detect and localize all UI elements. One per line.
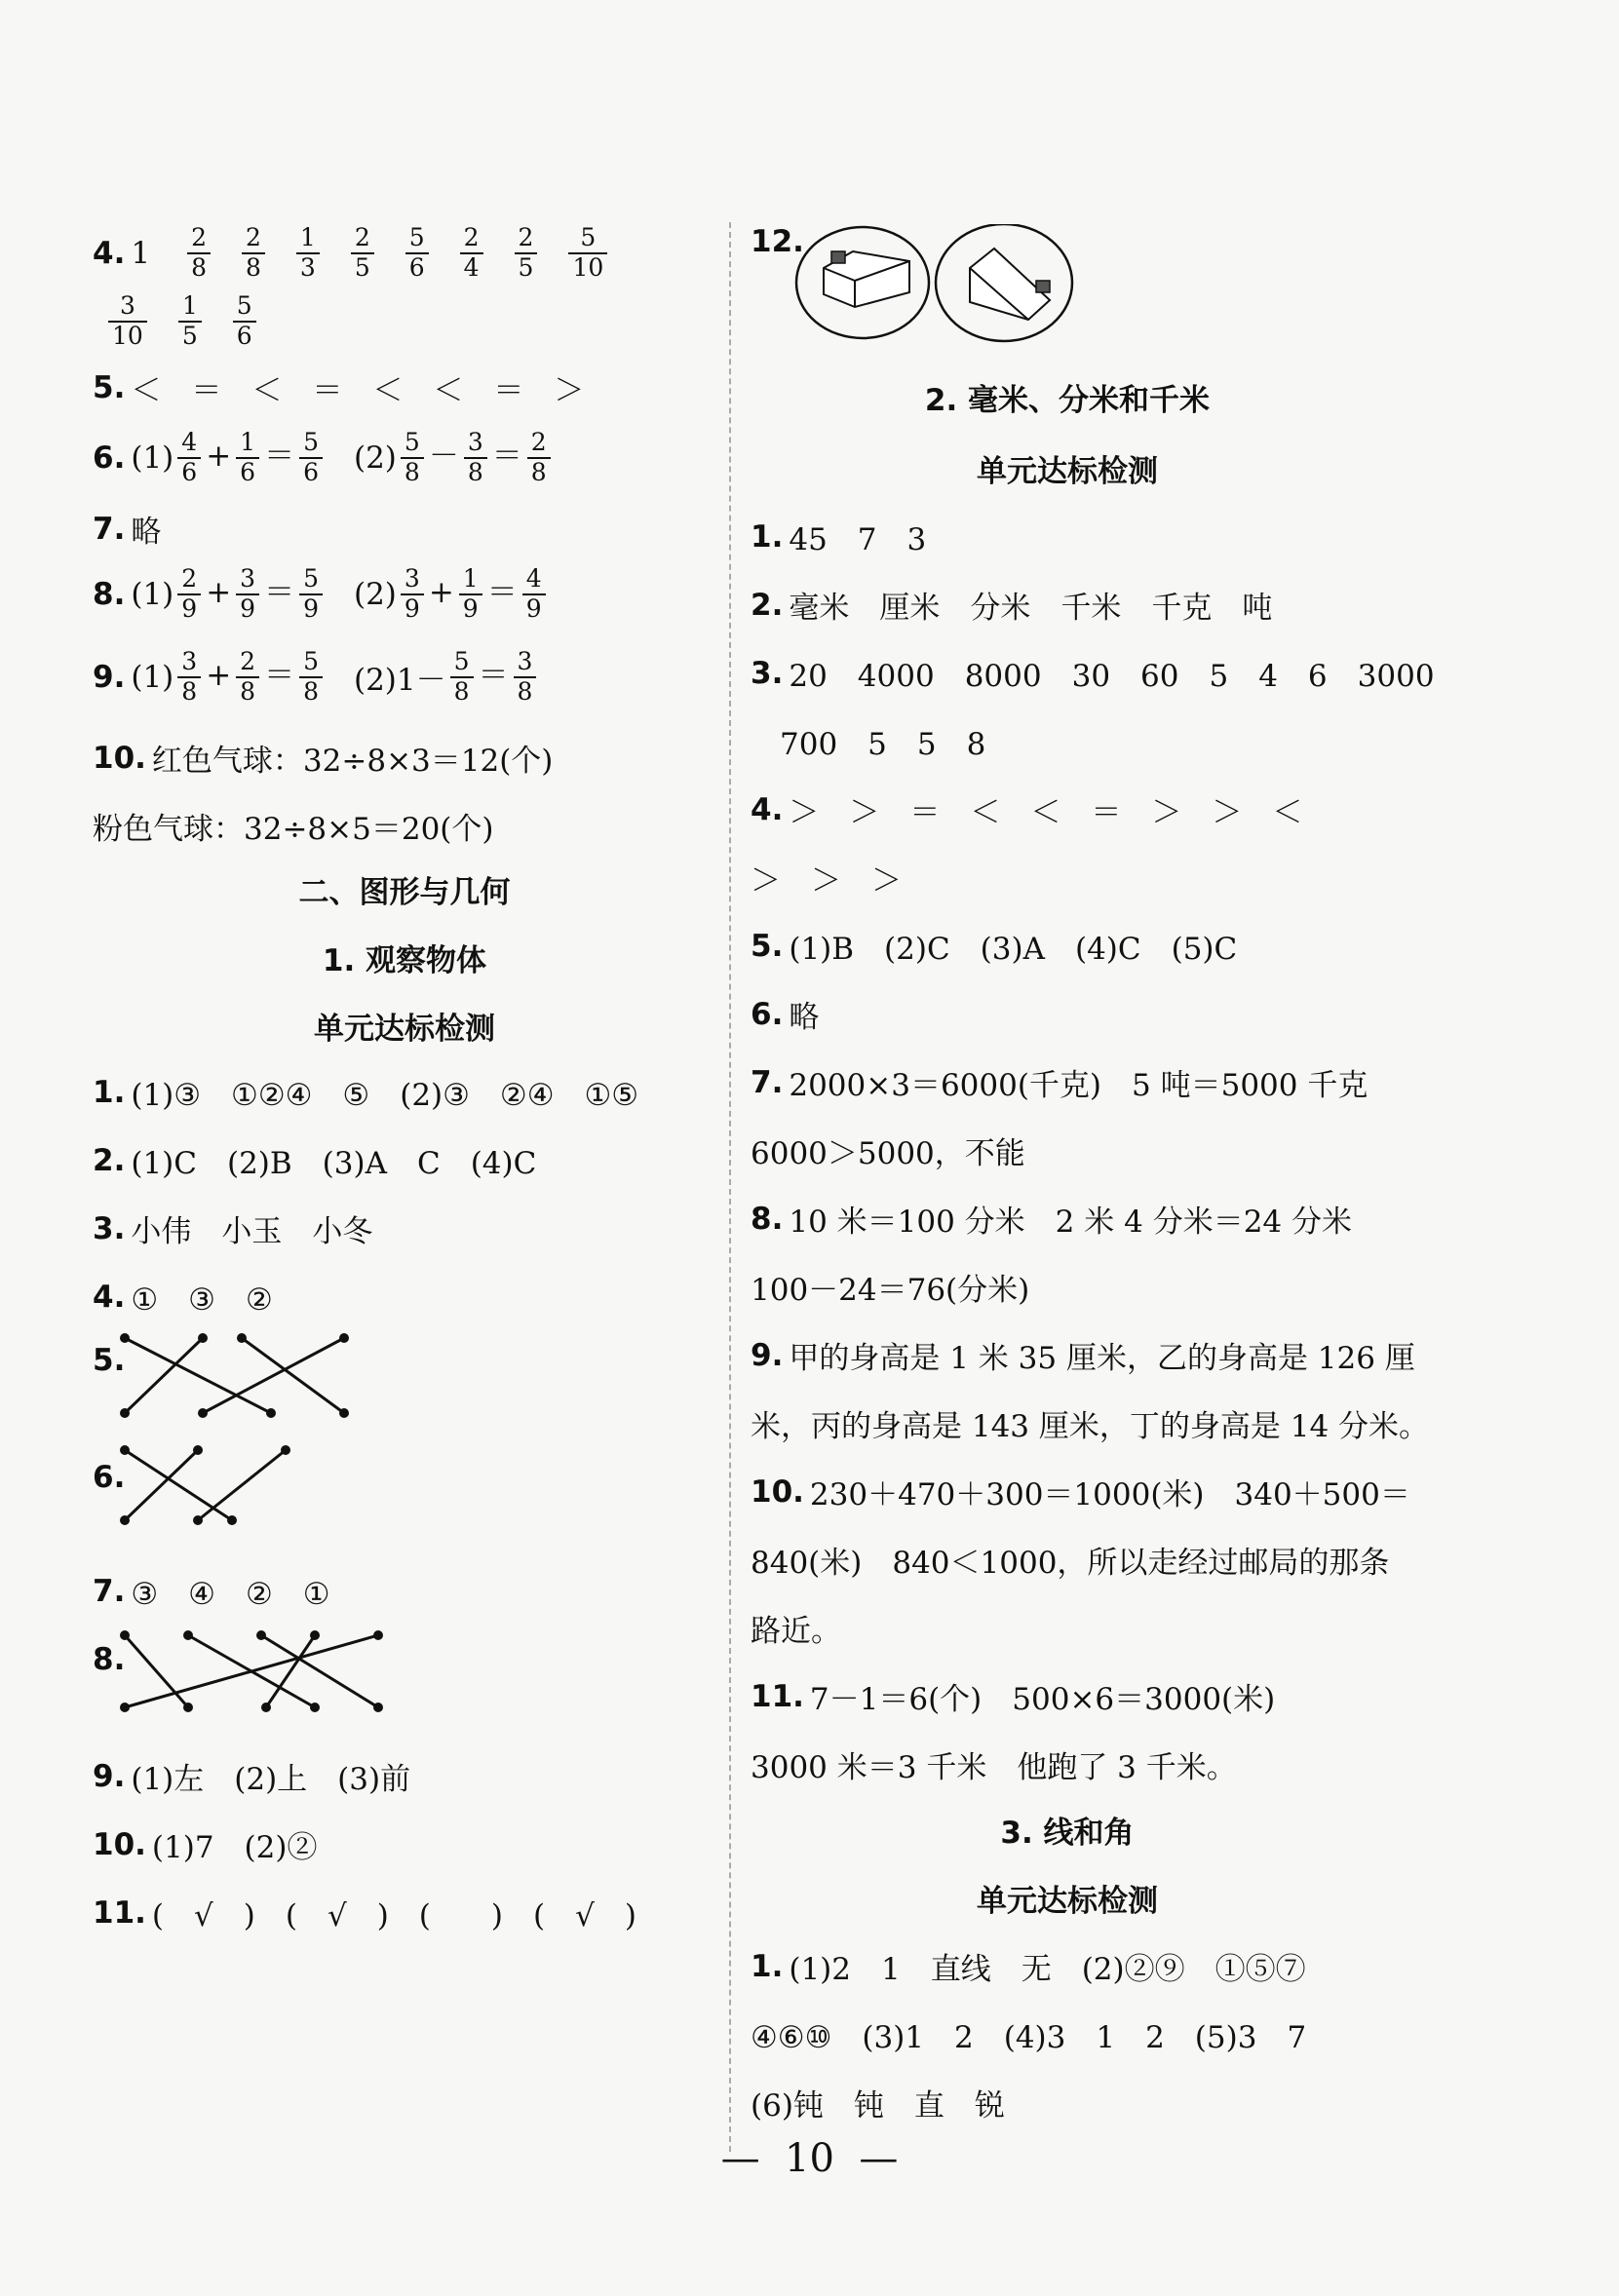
answer-number: 8. — [93, 1642, 126, 1677]
answer-text: 2000×3＝6000(千克) 5 吨＝5000 千克 — [789, 1068, 1368, 1103]
dot — [256, 1630, 266, 1640]
fraction — [299, 648, 323, 707]
length-answer-4 — [751, 787, 1302, 831]
geometry-answer-4 — [93, 1275, 273, 1319]
answer-text: 20 4000 8000 30 60 5 4 6 3000 — [789, 659, 1435, 694]
dot — [339, 1333, 349, 1343]
answer-number: 2. — [93, 1142, 126, 1178]
denominator: 6 — [177, 457, 201, 487]
geometry-answer-2 — [93, 1138, 536, 1182]
answer-number: 5. — [93, 1343, 126, 1378]
numerator: 5 — [404, 428, 420, 456]
numerator: 1 — [299, 223, 316, 251]
fraction — [351, 224, 374, 283]
numerator: 3 — [181, 647, 198, 675]
answer-4-continued — [93, 292, 272, 351]
length-answer-6 — [751, 992, 819, 1036]
numerator: 2 — [181, 564, 198, 593]
length-answer-2 — [751, 583, 1272, 627]
answer-number: 1. — [93, 1074, 126, 1110]
dot — [183, 1703, 193, 1712]
dot — [339, 1408, 349, 1418]
numerator: 2 — [354, 223, 370, 251]
numerator: 2 — [518, 223, 534, 251]
fraction — [527, 429, 551, 487]
length-answer-11-line2 — [751, 1742, 1237, 1786]
denominator: 9 — [177, 593, 201, 624]
matching-line — [125, 1338, 203, 1413]
numerator: 3 — [467, 428, 483, 456]
answer-number: 8. — [93, 576, 126, 612]
matching-line — [125, 1450, 232, 1520]
answer-7 — [93, 507, 161, 551]
numerator: 3 — [404, 564, 420, 593]
numerator: 2 — [530, 428, 547, 456]
dot — [120, 1408, 130, 1418]
answer-text: 100－24＝76(分米) — [751, 1273, 1030, 1308]
fraction — [464, 429, 487, 487]
answer-number: 4. — [751, 791, 784, 827]
answer-text: 230＋470＋300＝1000(米) 340＋500＝ — [809, 1477, 1410, 1512]
operator: ＝ — [264, 575, 295, 611]
dot — [310, 1703, 320, 1712]
part-label: (1) — [131, 440, 174, 476]
numerator: 3 — [517, 647, 533, 675]
denominator: 5 — [351, 252, 374, 283]
fraction — [568, 224, 607, 283]
length-answer-10-line3 — [751, 1606, 841, 1650]
answer-number: 5. — [93, 369, 126, 405]
denominator: 8 — [242, 252, 265, 283]
dot — [227, 1515, 237, 1525]
fraction — [242, 224, 265, 283]
answer-number: 6. — [93, 440, 126, 476]
fraction — [177, 429, 201, 487]
matching-line — [203, 1338, 344, 1413]
answer-text: 甲的身高是 1 米 35 厘米，乙的身高是 126 厘 — [789, 1341, 1415, 1376]
answer-text: ④⑥⑩ (3)1 2 (4)3 1 2 (5)3 7 — [751, 2020, 1307, 2055]
matching-line — [125, 1338, 271, 1413]
denominator: 6 — [405, 252, 429, 283]
matching-line — [125, 1450, 198, 1520]
denominator: 3 — [296, 252, 320, 283]
fraction — [233, 292, 256, 351]
answer-text: 840(米) 840＜1000，所以走经过邮局的那条 — [751, 1546, 1390, 1581]
length-answer-1 — [751, 515, 926, 558]
answer-text: 1 — [131, 235, 151, 271]
length-answer-8 — [751, 1197, 1352, 1241]
dot — [120, 1630, 130, 1640]
answer-text: (1)③ ①②④ ⑤ (2)③ ②④ ①⑤ — [131, 1078, 639, 1113]
length-answer-9 — [751, 1333, 1415, 1377]
fraction — [177, 648, 201, 707]
small-cube — [831, 251, 845, 263]
denominator: 8 — [464, 457, 487, 487]
numerator: 1 — [181, 291, 198, 320]
answer-text: (6)钝 钝 直 锐 — [751, 2088, 1005, 2124]
operator: + — [206, 439, 232, 475]
matching-line — [266, 1635, 315, 1707]
fraction — [401, 429, 424, 487]
answer-text: 略 — [131, 515, 162, 550]
lines-angles-answer-1-line2 — [751, 2012, 1306, 2056]
operator: ＝ — [491, 439, 522, 475]
numerator: 3 — [240, 564, 256, 593]
operator: ＝ — [478, 658, 509, 694]
answer-6 — [93, 429, 555, 487]
fraction-equation — [173, 429, 327, 487]
dot — [183, 1630, 193, 1640]
fraction-list — [93, 292, 272, 351]
dot — [198, 1333, 208, 1343]
answer-number: 9. — [93, 1758, 126, 1794]
denominator: 10 — [568, 252, 607, 283]
answer-number: 3. — [93, 1210, 126, 1246]
part-label: (1) — [131, 576, 174, 612]
operator: ＝ — [264, 658, 295, 694]
length-answer-10-line2 — [751, 1538, 1389, 1582]
dot — [281, 1445, 290, 1455]
answer-text: ( √ ) ( √ ) ( ) ( √ ) — [151, 1898, 636, 1933]
matching-line — [242, 1338, 344, 1413]
operator: + — [206, 658, 232, 694]
length-answer-11 — [751, 1674, 1275, 1718]
unit-test-title: 单元达标检测 — [977, 1884, 1158, 1919]
part-label: (2)1－ — [353, 663, 446, 699]
answer-number: 5. — [751, 928, 784, 964]
lines-angles-answer-1-line3 — [751, 2081, 1005, 2124]
numerator: 5 — [303, 428, 319, 456]
numerator: 2 — [246, 223, 261, 251]
dot — [373, 1703, 383, 1712]
length-answer-9-line2 — [751, 1401, 1429, 1445]
answer-text: 7－1＝6(个) 500×6＝3000(米) — [809, 1682, 1276, 1717]
dot — [237, 1333, 247, 1343]
denominator: 6 — [299, 457, 323, 487]
answer-text: (1)B (2)C (3)A (4)C (5)C — [789, 932, 1238, 967]
length-answer-3-line2 — [780, 719, 985, 763]
answer-text: 粉色气球：32÷8×5＝20(个) — [93, 812, 494, 847]
dot — [198, 1408, 208, 1418]
dot — [193, 1445, 203, 1455]
denominator: 8 — [177, 676, 201, 707]
length-answer-8-line2 — [751, 1265, 1029, 1309]
geometry-answer-9 — [93, 1754, 410, 1798]
answer-number: 11. — [93, 1894, 146, 1931]
part-label: (1) — [131, 659, 174, 695]
fraction — [178, 292, 202, 351]
fraction — [236, 648, 259, 707]
answer-number: 1. — [751, 518, 784, 555]
denominator: 8 — [450, 676, 474, 707]
operator: ＝ — [486, 575, 518, 611]
answer-number: 9. — [751, 1337, 784, 1373]
answer-5 — [93, 365, 584, 409]
fraction — [515, 224, 538, 283]
answer-text: 45 7 3 — [789, 522, 927, 557]
answer-number: 7. — [93, 511, 126, 547]
subsection-title: 2. 毫米、分米和千米 — [924, 383, 1211, 418]
fraction — [405, 224, 429, 283]
operator: + — [428, 575, 454, 611]
denominator: 8 — [527, 457, 551, 487]
numerator: 2 — [240, 647, 256, 675]
matching-line — [125, 1635, 188, 1707]
numerator: 5 — [303, 647, 319, 675]
numerator: 1 — [462, 564, 479, 593]
answer-number: 10. — [93, 740, 146, 776]
fraction-equation — [173, 565, 327, 624]
section-title: 二、图形与几何 — [298, 875, 511, 910]
operator: + — [206, 575, 232, 611]
matching-line — [261, 1635, 378, 1707]
matching-line — [198, 1450, 286, 1520]
denominator: 9 — [522, 593, 546, 624]
fraction — [187, 224, 211, 283]
answer-text: ③ ④ ② ① — [131, 1577, 330, 1612]
subsection-title: 3. 线和角 — [1000, 1816, 1135, 1851]
geometry-answer-7 — [93, 1569, 330, 1613]
geometry-answer-11 — [93, 1891, 636, 1934]
denominator: 8 — [187, 252, 211, 283]
answer-text: ① ③ ② — [131, 1282, 273, 1318]
length-answer-3 — [751, 651, 1435, 695]
dot — [193, 1515, 203, 1525]
answer-10-line2 — [93, 804, 493, 848]
fraction — [236, 565, 259, 624]
answer-text: (1)左 (2)上 (3)前 — [131, 1762, 411, 1797]
denominator: 8 — [401, 457, 424, 487]
answer-text: ＜ ＝ ＜ ＝ ＜ ＜ ＝ ＞ — [131, 373, 585, 408]
fraction-equation — [173, 648, 327, 707]
answer-8 — [93, 565, 550, 624]
cuboid-views-illustration — [794, 224, 1126, 351]
matching-line — [125, 1635, 378, 1707]
answer-text: (1)C (2)B (3)A C (4)C — [131, 1146, 537, 1181]
column-divider — [729, 222, 731, 2152]
answer-text: (1)7 (2)② — [151, 1830, 318, 1865]
numerator: 5 — [408, 223, 425, 251]
answer-text: 米，丙的身高是 143 厘米，丁的身高是 14 分米。 — [751, 1409, 1430, 1444]
length-answer-10 — [751, 1470, 1410, 1513]
fraction — [296, 224, 320, 283]
fraction-list — [172, 224, 623, 283]
answer-number: 8. — [751, 1201, 784, 1237]
dot — [261, 1703, 271, 1712]
dot — [373, 1630, 383, 1640]
part-label: (2) — [353, 576, 397, 612]
denominator: 9 — [236, 593, 259, 624]
denominator: 8 — [514, 676, 537, 707]
fraction-equation — [397, 565, 550, 624]
answer-number: 7. — [93, 1573, 126, 1609]
fraction — [299, 429, 323, 487]
answer-text: 毫米 厘米 分米 千米 千克 吨 — [789, 591, 1273, 626]
answer-number: 9. — [93, 659, 126, 695]
answer-text: 红色气球：32÷8×3＝12(个) — [151, 744, 554, 779]
answer-number: 2. — [751, 587, 784, 623]
footer-dash: — — [720, 2136, 786, 2181]
geometry-answer-3 — [93, 1206, 372, 1250]
denominator: 8 — [299, 676, 323, 707]
fraction — [108, 292, 147, 351]
answer-number: 3. — [751, 655, 784, 691]
operator: ＝ — [264, 439, 295, 475]
denominator: 9 — [401, 593, 424, 624]
unit-test-title: 单元达标检测 — [977, 454, 1158, 489]
answer-number: 10. — [751, 1473, 804, 1510]
length-answer-7 — [751, 1060, 1368, 1104]
answer-10 — [93, 736, 553, 780]
answer-text: 路近。 — [751, 1614, 841, 1649]
part-label: (2) — [353, 440, 397, 476]
page-footer — [0, 2136, 1619, 2181]
subsection-title: 1. 观察物体 — [322, 943, 487, 978]
fraction — [450, 648, 474, 707]
dot — [266, 1408, 276, 1418]
answer-number: 11. — [751, 1678, 804, 1714]
matching-lines-diagram — [120, 1627, 432, 1720]
numerator: 5 — [236, 291, 252, 320]
denominator: 9 — [299, 593, 323, 624]
answer-number: 1. — [751, 1948, 784, 1984]
answer-text: ＞ ＞ ＝ ＜ ＜ ＝ ＞ ＞ ＜ — [789, 795, 1303, 830]
geometry-answer-10 — [93, 1822, 317, 1866]
numerator: 4 — [181, 428, 198, 456]
denominator: 9 — [459, 593, 482, 624]
denominator: 4 — [460, 252, 483, 283]
answer-number: 7. — [751, 1064, 784, 1100]
small-cube — [1036, 281, 1050, 292]
denominator: 8 — [236, 676, 259, 707]
answer-text: 小伟 小玉 小冬 — [131, 1214, 373, 1249]
answer-number: 6. — [751, 996, 784, 1032]
numerator: 3 — [119, 291, 135, 320]
fraction — [236, 429, 259, 487]
numerator: 2 — [191, 223, 207, 251]
length-answer-7-line2 — [751, 1129, 1025, 1172]
operator: － — [428, 439, 459, 475]
denominator: 10 — [108, 321, 147, 351]
numerator: 2 — [463, 223, 480, 251]
numerator: 5 — [453, 647, 470, 675]
answer-text: 6000＞5000，不能 — [751, 1136, 1025, 1171]
denominator: 5 — [178, 321, 202, 351]
numerator: 5 — [580, 223, 597, 251]
page-number: 10 — [785, 2136, 834, 2181]
answer-text: 略 — [789, 1000, 820, 1035]
answer-number: 12. — [751, 224, 804, 259]
fraction — [177, 565, 201, 624]
numerator: 4 — [525, 564, 542, 593]
answer-text: ＞ ＞ ＞ — [751, 863, 902, 899]
fraction — [460, 224, 483, 283]
fraction — [401, 565, 424, 624]
matching-lines-diagram — [120, 1330, 432, 1428]
answer-number: 4. — [93, 235, 126, 271]
lines-angles-answer-1 — [751, 1944, 1306, 1988]
length-answer-4-line2 — [751, 856, 902, 899]
dot — [310, 1630, 320, 1640]
dot — [120, 1333, 130, 1343]
footer-dash: — — [833, 2136, 899, 2181]
fraction — [514, 648, 537, 707]
fraction — [299, 565, 323, 624]
dot — [120, 1515, 130, 1525]
matching-lines-diagram — [120, 1442, 373, 1535]
unit-test-title: 单元达标检测 — [314, 1012, 495, 1047]
answer-number: 4. — [93, 1279, 126, 1315]
dot — [120, 1703, 130, 1712]
answer-number: 6. — [93, 1460, 126, 1495]
denominator: 5 — [515, 252, 538, 283]
answer-text: (1)2 1 直线 无 (2)②⑨ ①⑤⑦ — [789, 1952, 1306, 1987]
fraction-equation — [397, 429, 555, 487]
answer-text: 3000 米＝3 千米 他跑了 3 千米。 — [751, 1750, 1237, 1785]
answer-text: 10 米＝100 分米 2 米 4 分米＝24 分米 — [789, 1205, 1352, 1240]
length-answer-5 — [751, 924, 1237, 968]
fraction — [522, 565, 546, 624]
answer-number: 10. — [93, 1826, 146, 1862]
fraction-equation — [446, 648, 541, 707]
geometry-answer-1 — [93, 1070, 638, 1114]
numerator: 1 — [240, 428, 256, 456]
answer-text: 700 5 5 8 — [780, 727, 986, 762]
answer-4 — [93, 224, 623, 283]
answer-9 — [93, 648, 540, 707]
numerator: 5 — [303, 564, 319, 593]
fraction — [459, 565, 482, 624]
denominator: 6 — [236, 457, 259, 487]
denominator: 6 — [233, 321, 256, 351]
dot — [120, 1445, 130, 1455]
